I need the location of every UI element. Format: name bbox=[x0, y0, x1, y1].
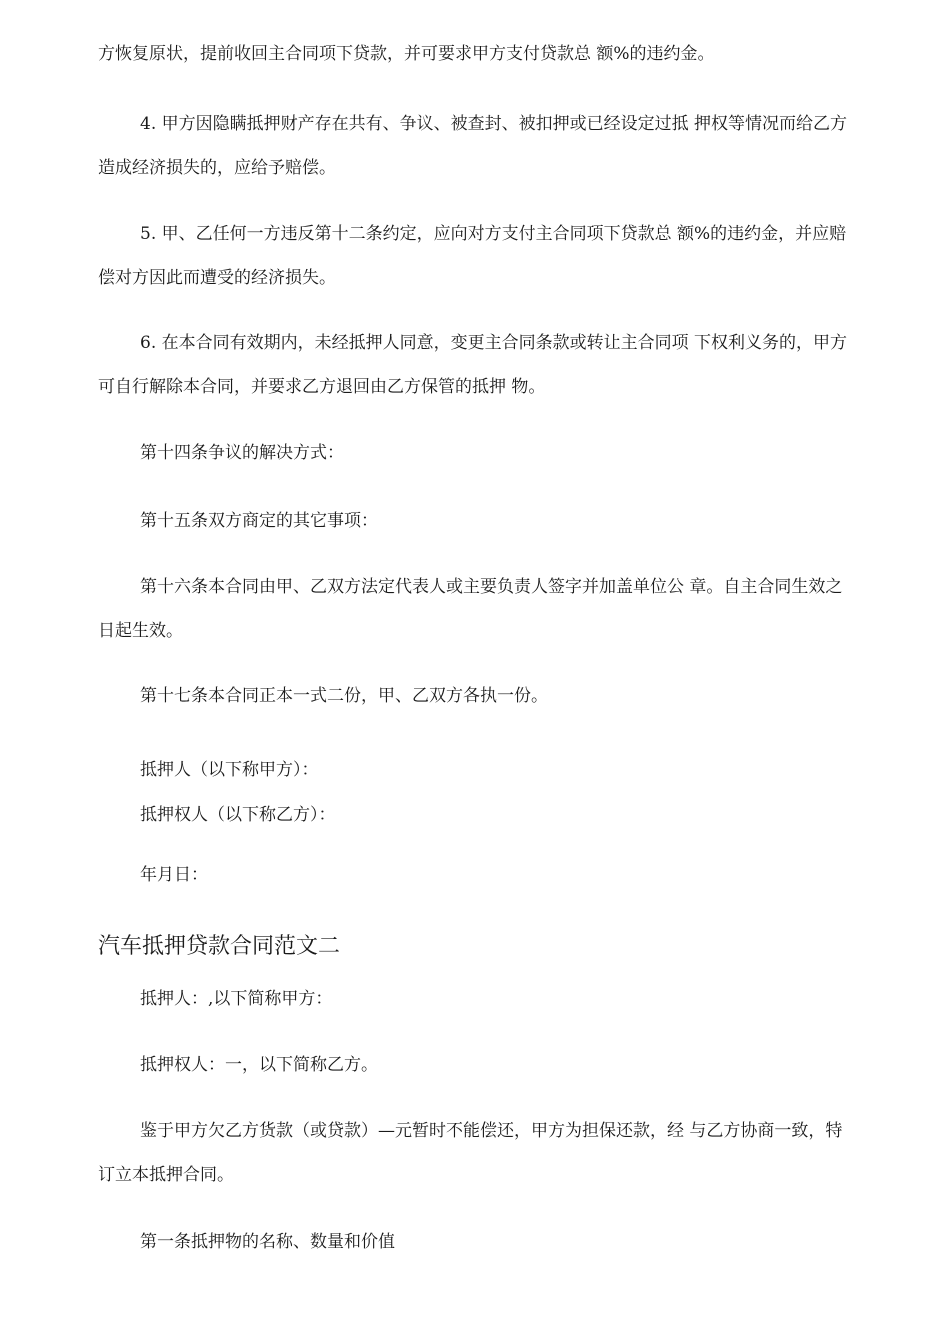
paragraph-penalty-continuation: 方恢复原状，提前收回主合同项下贷款，并可要求甲方支付贷款总 额%的违约金。 bbox=[98, 44, 715, 64]
signature-mortgagee: 抵押权人（以下称乙方）： bbox=[140, 805, 336, 825]
article-17: 第十七条本合同正本一式二份，甲、乙双方各执一份。 bbox=[140, 686, 548, 706]
article-16: 第十六条本合同由甲、乙双方法定代表人或主要负责人签字并加盖单位公 章。自主合同生效之日起生效。 bbox=[98, 577, 843, 641]
paragraph-clause-6: 6. 在本合同有效期内，未经抵押人同意，变更主合同条款或转让主合同项 下权利义务的，甲方可自行解除本合同，并要求乙方退回由乙方保管的抵押 物。 bbox=[98, 333, 848, 397]
paragraph-clause-4: 4. 甲方因隐瞒抵押财产存在共有、争议、被查封、被扣押或已经设定过抵 押权等情况而给乙方造成经济损失的，应给予赔偿。 bbox=[98, 114, 848, 178]
section-title: 汽车抵押贷款合同范文二 bbox=[98, 934, 341, 959]
signature-mortgagor: 抵押人（以下称甲方）： bbox=[140, 760, 319, 780]
signature-date: 年月日： bbox=[140, 865, 208, 885]
section2-mortgagor: 抵押人：,以下简称甲方： bbox=[140, 989, 333, 1009]
article-15: 第十五条双方商定的其它事项： bbox=[140, 511, 378, 531]
section2-article-1: 第一条抵押物的名称、数量和价值 bbox=[140, 1232, 395, 1252]
article-14: 第十四条争议的解决方式： bbox=[140, 443, 344, 463]
section2-mortgagee: 抵押权人：一，以下简称乙方。 bbox=[140, 1055, 378, 1075]
section2-preamble: 鉴于甲方欠乙方货款（或贷款）—元暂时不能偿还，甲方为担保还款，经 与乙方协商一致，特订立本抵押合同。 bbox=[98, 1121, 843, 1185]
paragraph-clause-5: 5. 甲、乙任何一方违反第十二条约定，应向对方支付主合同项下贷款总 额%的违约金，并应赔偿对方因此而遭受的经济损失。 bbox=[98, 224, 847, 288]
